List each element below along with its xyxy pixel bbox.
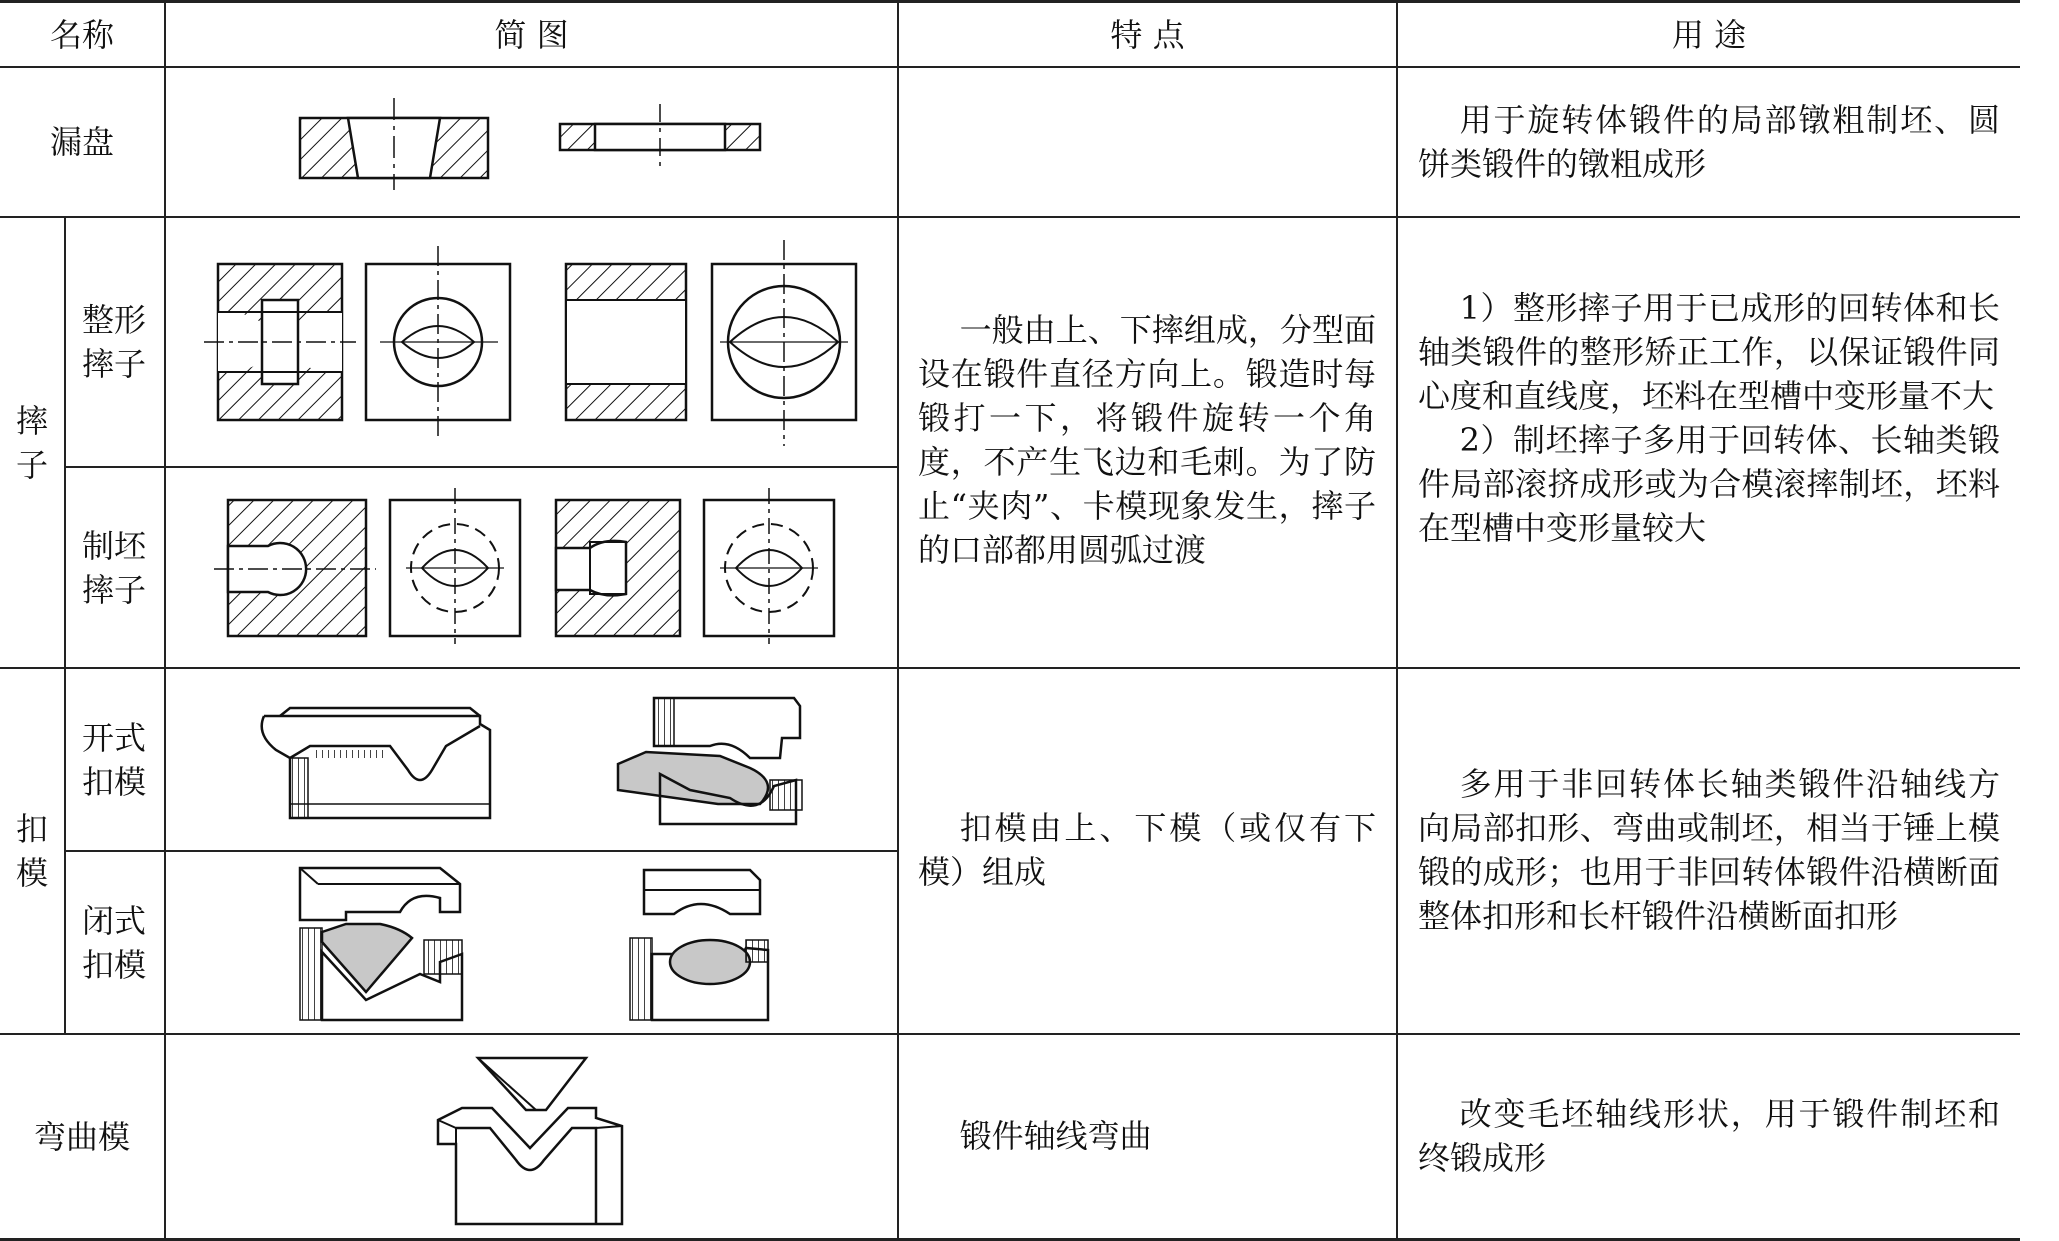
row-name-wanqu: 弯曲模 — [33, 1117, 130, 1156]
name-char: 摔 — [15, 401, 48, 440]
sub-label: 开式扣模 — [82, 718, 147, 801]
sub-label: 整形摔子 — [82, 301, 147, 383]
row-rule — [0, 216, 2020, 218]
feature-text: 一般由上、下摔组成，分型面设在锻件直径方向上。锻造时每锻打一下，将锻件旋转一个角度，不产生飞边和毛刺。为了防止“夹肉”、卡模现象发生，摔子的口部都用圆弧过渡 — [918, 311, 1376, 569]
row-feature-wanqu — [918, 1114, 1376, 1158]
use-text: 多用于非回转体长轴类锻件沿轴线方向局部扣形、弯曲或制坯，相当于锤上模锻的成形；也用于非回转体锻件沿横断面整体扣形和长杆锻件沿横断面扣形 — [1418, 765, 2000, 935]
row-use-shuaizi — [1418, 286, 2000, 550]
row-feature-shuaizi — [918, 308, 1376, 572]
row-use-loupan — [1418, 98, 2000, 186]
sub-row-rule — [64, 850, 898, 852]
row-name-koumo — [0, 669, 64, 1033]
col-rule — [1396, 0, 1398, 1241]
header-use: 用 途 — [1671, 15, 1747, 54]
use-text-1: 1）整形摔子用于已成形的回转体和长轴类锻件的整形矫正工作，以保证锻件同心度和直线度，坯料在型槽中变形量不大 — [1418, 289, 2000, 415]
open-clamp-die-drawing-icon — [250, 686, 830, 836]
blocking-swage-drawing-icon — [210, 484, 850, 644]
row-sub-zhipi — [76, 468, 152, 667]
name-char: 扣 — [15, 810, 48, 848]
bending-die-drawing-icon — [426, 1048, 636, 1228]
use-text-2: 2）制坯摔子多用于回转体、长轴类锻件局部滚挤成形或为合模滚摔制坯，坯料在型槽中变形量较大 — [1418, 421, 2000, 547]
row-rule — [0, 667, 2020, 669]
sub-label: 制坯摔子 — [82, 526, 147, 609]
header-figure: 简 图 — [494, 15, 569, 54]
header-rule — [0, 66, 2020, 68]
leak-plate-drawing-icon — [290, 90, 770, 200]
col-rule — [897, 0, 899, 1241]
header-name: 名称 — [49, 15, 114, 54]
name-char: 模 — [15, 854, 48, 892]
row-sub-kaishi — [76, 669, 152, 850]
row-name-loupan: 漏盘 — [49, 123, 114, 161]
name-char: 子 — [15, 445, 48, 484]
use-text: 改变毛坯轴线形状，用于锻件制坯和终锻成形 — [1418, 1095, 2000, 1177]
row-rule — [0, 1033, 2020, 1035]
feature-text: 锻件轴线弯曲 — [959, 1117, 1152, 1155]
use-text: 用于旋转体锻件的局部镦粗制坯、圆饼类锻件的镦粗成形 — [1418, 101, 2000, 183]
shaping-swage-drawing-icon — [200, 240, 880, 452]
row-feature-koumo — [918, 806, 1376, 894]
sub-label: 闭式扣模 — [82, 901, 147, 984]
closed-clamp-die-drawing-icon — [290, 862, 790, 1024]
row-use-wanqu — [1418, 1092, 2000, 1180]
sub-row-rule — [64, 466, 898, 468]
header-feature: 特 点 — [1110, 15, 1185, 54]
feature-text: 扣模由上、下模（或仅有下模）组成 — [918, 809, 1376, 891]
row-name-shuaizi — [0, 218, 64, 667]
sub-col-rule — [64, 216, 66, 1033]
row-sub-bishi — [76, 852, 152, 1033]
col-rule — [164, 0, 166, 1241]
row-sub-zhengxing — [76, 218, 152, 466]
row-use-koumo — [1418, 762, 2000, 938]
